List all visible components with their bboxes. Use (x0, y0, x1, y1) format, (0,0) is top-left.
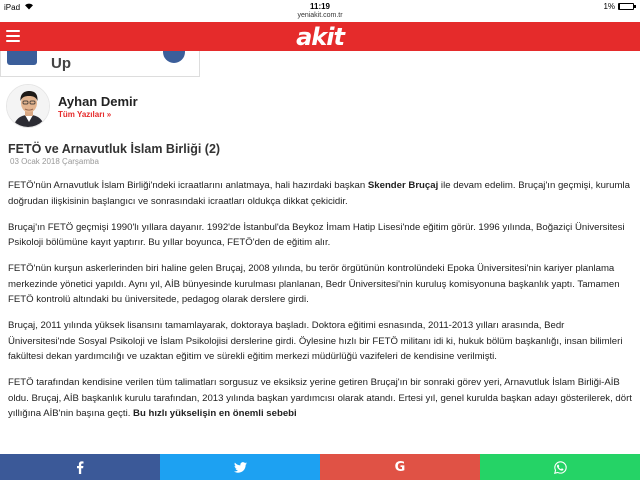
paragraph: FETÖ tarafından kendisine verilen tüm talimatları sorgusuz ve eksiksiz yerine getiren Bruçaj'ın bir sonraki görev yeri, Arnavutluk İslam Birliği-AİB oldu. Bruçaj, AİB başkanlık kurulu tarafından, 2013 yılında başkan yardımcısı olarak atandı. Ertesi yıl, genel kurulda başkan adayı gösterilerek, dört yıllığına AİB'nin başına geçti. Bu hızlı yükselişin en önemli sebebi (8, 377, 632, 419)
bold-name: Skender Bruçaj (367, 180, 439, 191)
related-article-thumbnail (7, 51, 37, 65)
device-label: iPad (4, 2, 21, 12)
share-facebook-button[interactable] (0, 454, 160, 480)
battery-percent: 1% (603, 2, 615, 11)
avatar[interactable] (6, 84, 50, 128)
site-logo[interactable]: akit (296, 23, 344, 51)
article-title: FETÖ ve Arnavutluk İslam Birliği (2) (8, 142, 221, 156)
battery-icon (618, 3, 634, 10)
paragraph: Bruçaj, 2011 yılında yüksek lisansını tamamlayarak, doktoraya başladı. Doktora eğitimi esnasında, 2011-2013 yılları arasında, Bedr Üniversitesi'nde Sosyal Psikoloji ve İslam Psikolojisi derslerine girdi. Öylesine hızlı bir FETÖ militanı idi ki, hukuk bölüm başkanlığı, insan bilimleri fakültesi dekan yardımcılığı ve uzaktan eğitim ve sürekli eğitim merkezi müdürlüğü vazifeleri de kendisine verilmişti. (8, 320, 623, 362)
share-google-button[interactable] (320, 454, 480, 480)
google-plus-icon: G (394, 459, 406, 475)
share-whatsapp-button[interactable] (480, 454, 640, 480)
paragraph: FETÖ'nün Arnavutluk İslam Birliği'ndeki icraatlarını anlatmaya, hali hazırdaki başkan Skender Bruçaj ile devam edelim. Bruçaj'ın geçmişi, kurumla doğrudan ilişkisinin başlangıcı ve sonrasındaki icraatları oldukça dikkat çekicidir. (8, 180, 630, 207)
author-block (6, 84, 406, 130)
related-article-title: Up (51, 55, 71, 72)
site-header (0, 22, 640, 51)
status-bar (0, 0, 640, 22)
article-body (8, 178, 633, 432)
paragraph: Bruçaj'ın FETÖ geçmişi 1990'lı yıllara dayanır. 1992'de İstanbul'da Beykoz İmam Hatip Lisesi'nde eğitim görür. 1996 yılında, Boğaziçi Üniversitesi Psikoloji bölümüne kayıt yaptırır. Bu yıllar boyunca, FETÖ'den de eğitim alır. (8, 221, 625, 248)
author-name[interactable]: Ayhan Demir (58, 94, 138, 109)
article-date: 03 Ocak 2018 Çarşamba (10, 157, 99, 166)
related-article-badge (163, 51, 185, 63)
clock: 11:19 (309, 2, 331, 11)
bold-phrase: Bu hızlı yükselişin en önemli sebebi (133, 408, 297, 419)
status-right (603, 2, 634, 11)
twitter-icon (234, 462, 247, 473)
share-bar (0, 454, 640, 480)
share-twitter-button[interactable] (160, 454, 320, 480)
all-posts-link[interactable]: Tüm Yazıları » (58, 110, 112, 119)
paragraph: FETÖ'nün kurşun askerlerinden biri haline gelen Bruçaj, 2008 yılında, bu terör örgütünün kontrolündeki Epoka Üniversitesi'nin kariyer planlama merkezinde yönetici yapıldı. Aynı yıl, AİB bünyesinde kurulması planlanan, Bedr Üniversitesi'nin kuruluş komisyonuna başkanlık yaptı. Tamamen FETÖ kontrolü altındaki bu üniversitede, pedagog olarak derslere girdi. (8, 263, 620, 305)
whatsapp-icon (554, 461, 567, 474)
page-url[interactable]: yeniakit.com.tr (297, 12, 343, 19)
facebook-icon (76, 461, 84, 474)
related-article-card[interactable] (0, 51, 200, 77)
